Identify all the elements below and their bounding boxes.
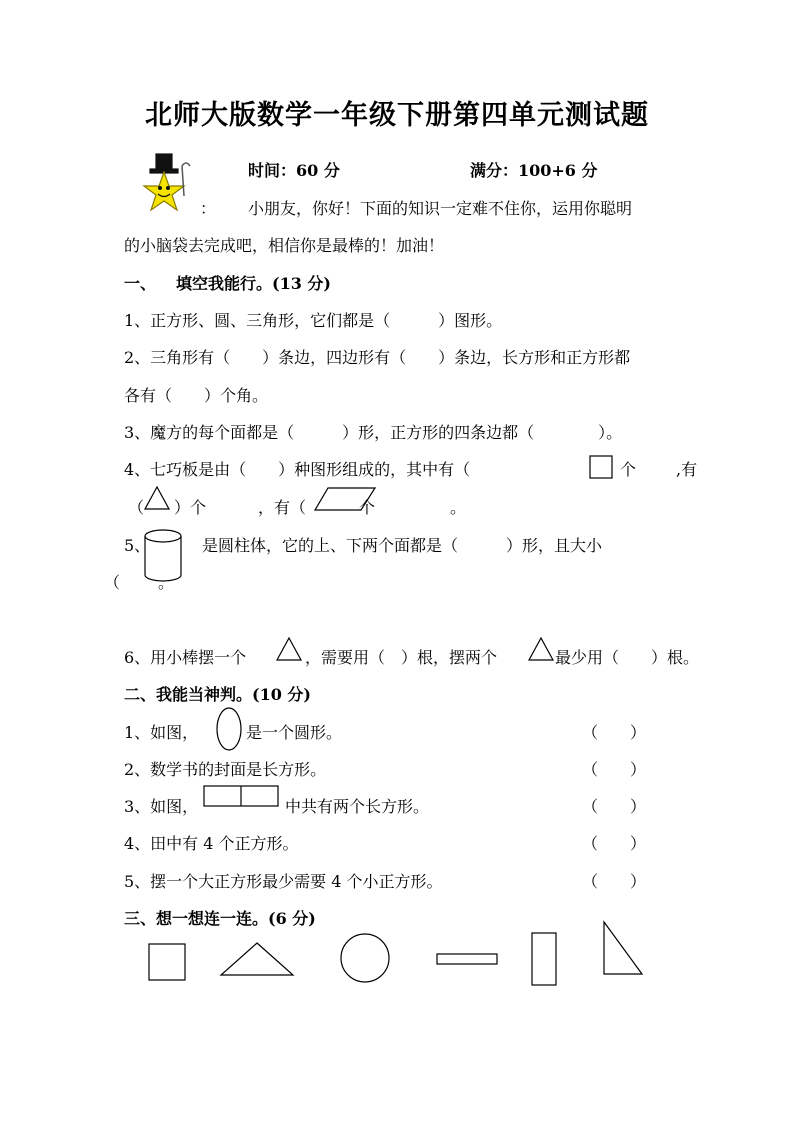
exam-time: 时间：60 分 (248, 161, 340, 180)
thin-rectangle-shape (436, 953, 498, 965)
triangle-icon (528, 637, 554, 661)
page-title: 北师大版数学一年级下册第四单元测试题 (145, 100, 649, 131)
q5-line2-part2: 。 (158, 573, 175, 592)
judge-2-text: 2、数学书的封面是长方形。 (124, 760, 327, 779)
judge-4-text: 4、田中有 4 个正方形。 (124, 834, 299, 853)
q2-text-line1: 2、三角形有（ ）条边，四边形有（ ）条边，长方形和正方形都 (124, 348, 631, 367)
judge-3-text-b: 中共有两个长方形。 (285, 797, 430, 816)
q6-text-part1: 6、用小棒摆一个 (124, 648, 247, 667)
intro-line-1: 小朋友，你好！下面的知识一定难不住你，运用你聪明 (248, 199, 633, 218)
triangle-icon (144, 486, 170, 510)
section1-number: 一、 (124, 274, 157, 293)
q4-line2-part3: ，有（ (258, 498, 307, 517)
q4-line2-part2: ）个 (174, 498, 207, 517)
q6-text-part3: 最少用（ ）根。 (555, 648, 700, 667)
section2-heading: 二、我能当神判。(10 分) (124, 685, 311, 704)
double-rectangle-icon (203, 785, 279, 807)
q5-text-line1: 是圆柱体，它的上、下两个面都是（ ）形，且大小 (202, 536, 603, 555)
right-triangle-shape (603, 921, 643, 975)
q4-line2-part5: 。 (450, 498, 467, 517)
judge-1-text: 1、如图， (124, 723, 199, 742)
q1-text: 1、正方形、圆、三角形，它们都是（ ）图形。 (124, 311, 503, 330)
q4-line2-part1: （ (128, 498, 145, 517)
tall-rectangle-shape (531, 932, 557, 986)
q4-line2-part4: 个 (359, 498, 376, 517)
q4-text-part3: ,有 (676, 460, 698, 479)
q4-text-part1: 4、七巧板是由（ ）种图形组成的，其中有（ (124, 460, 471, 479)
triangle-icon (276, 637, 302, 661)
circle-shape (339, 932, 391, 984)
q4-text-part2: 个 (620, 460, 637, 479)
judge-3-answer[interactable]: （ ） (582, 797, 647, 816)
exam-full-score: 满分：100+6 分 (470, 161, 598, 180)
q2-text-line2: 各有（ ）个角。 (124, 386, 269, 405)
section3-heading: 三、想一想连一连。(6 分) (124, 909, 316, 928)
q5-number: 5、 (124, 536, 151, 555)
q5-line2-part1: （ (104, 573, 121, 592)
ellipse-icon (216, 707, 242, 751)
intro-colon: ： (200, 199, 217, 218)
q6-text-part2: ，需要用（ ）根，摆两个 (305, 648, 498, 667)
judge-2-answer[interactable]: （ ） (582, 760, 647, 779)
intro-line-2: 的小脑袋去完成吧，相信你是最棒的！加油！ (124, 236, 445, 255)
square-icon (589, 455, 613, 479)
section1-heading: 填空我能行。(13 分) (176, 274, 331, 293)
square-shape (148, 943, 186, 981)
judge-5-text: 5、摆一个大正方形最少需要 4 个小正方形。 (124, 872, 443, 891)
star-wizard-icon (142, 152, 194, 214)
judge-3-text: 3、如图， (124, 797, 199, 816)
triangle-shape (220, 942, 294, 976)
judge-1-text-b: 是一个圆形。 (246, 723, 343, 742)
q3-text: 3、魔方的每个面都是（ ）形，正方形的四条边都（ ）。 (124, 423, 623, 442)
judge-5-answer[interactable]: （ ） (582, 872, 647, 891)
judge-4-answer[interactable]: （ ） (582, 834, 647, 853)
judge-1-answer[interactable]: （ ） (582, 723, 647, 742)
